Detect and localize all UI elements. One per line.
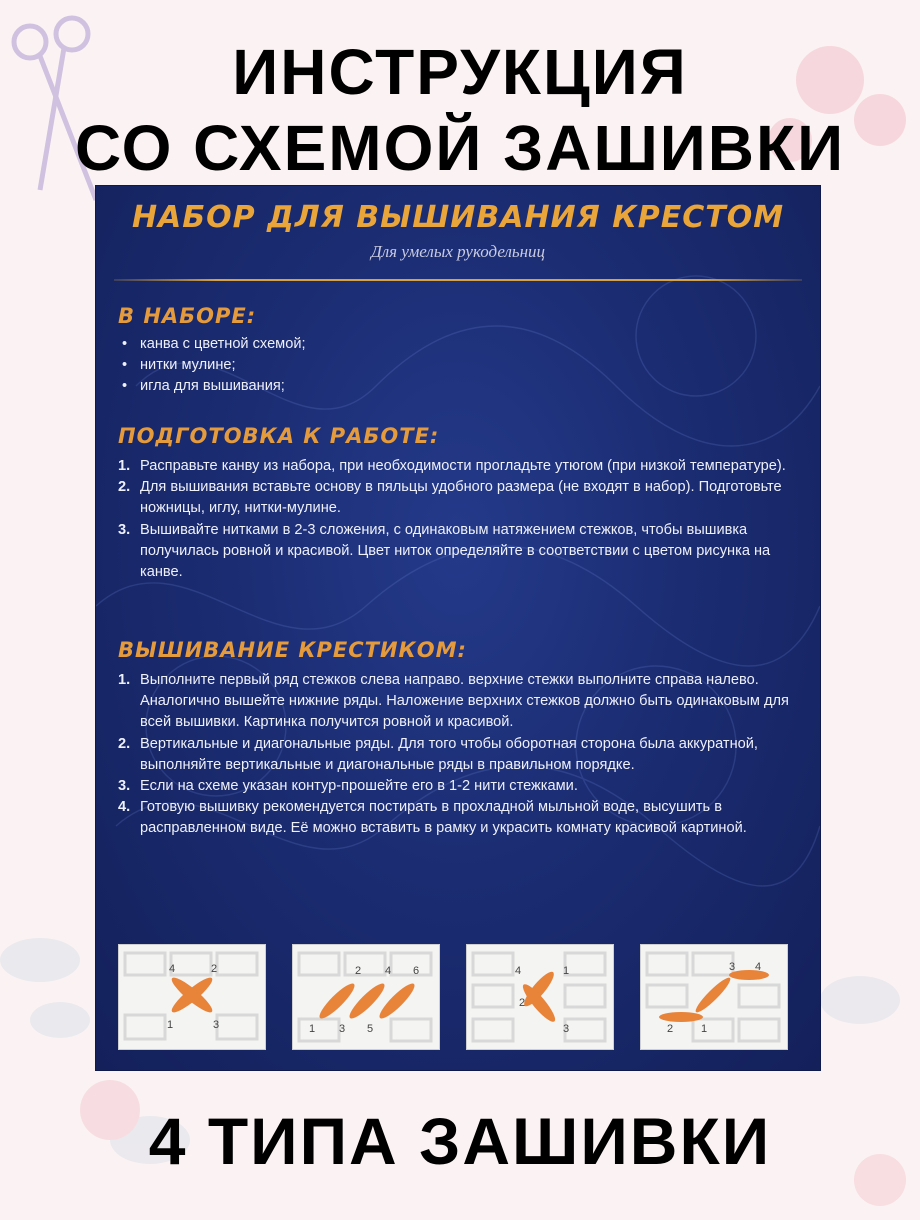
kit-contents-title: В НАБОРЕ: <box>118 304 257 328</box>
list-item: 3. Если на схеме указан контур-прошейте его в 1-2 нити стежками. <box>118 778 578 795</box>
list-item: • игла для вышивания; <box>118 376 798 397</box>
stitch-diagram-vertical: 4 1 2 3 <box>466 944 614 1050</box>
list-item: • канва с цветной схемой; <box>118 334 798 355</box>
preparation-title: ПОДГОТОВКА К РАБОТЕ: <box>118 424 440 448</box>
cross-stitch-list <box>118 670 798 840</box>
stitch-diagram-contour: 3 4 2 1 <box>640 944 788 1050</box>
heading-line-1: ИНСТРУКЦИЯ <box>232 36 688 108</box>
kit-subtitle: Для умелых рукодельниц <box>370 242 546 261</box>
stitch-types-caption: 4 ТИПА ЗАШИВКИ <box>148 1104 772 1178</box>
cross-stitch-title: ВЫШИВАНИЕ КРЕСТИКОМ: <box>118 638 467 662</box>
page-heading <box>0 36 920 192</box>
list-item: 1. Расправьте канву из набора, при необходимости прогладьте утюгом (при низкой температуре). <box>118 458 786 474</box>
kit-contents-list <box>118 334 798 398</box>
list-item: 2. Для вышивания вставьте основу в пяльцы удобного размера (не входят в набор). Подготовьте ножницы, иглу, нитки-мулине. <box>118 479 782 517</box>
stitch-diagram-cross: 4 2 1 3 <box>118 944 266 1050</box>
list-item: 4. Готовую вышивку рекомендуется постирать в прохладной мыльной воде, высушить в расправленном виде. Её можно вставить в рамку и украсить комнату красивой картиной. <box>118 799 747 837</box>
instruction-card <box>96 186 820 1070</box>
list-item: 2. Вертикальные и диагональные ряды. Для того чтобы оборотная сторона была аккуратной, выполняйте вертикальные и диагональные ряды в правильном порядке. <box>118 735 758 773</box>
kit-title: НАБОР ДЛЯ ВЫШИВАНИЯ КРЕСТОМ <box>131 200 785 235</box>
heading-line-2: СО СХЕМОЙ ЗАШИВКИ <box>74 112 846 184</box>
divider <box>114 279 802 281</box>
list-item: • нитки мулине; <box>118 355 798 376</box>
preparation-list <box>118 456 798 583</box>
list-item: 1. Выполните первый ряд стежков слева направо. верхние стежки выполните справа налево. Аналогично вышейте нижние ряды. Наложение верхних стежков должно быть одинаковым для всей вышивки. Картинка получится ровной и красивой. <box>118 672 789 731</box>
list-item: 3. Вышивайте нитками в 2-3 сложения, с одинаковым натяжением стежков, чтобы вышивка получилась ровной и красивой. Цвет ниток определяйте в соответствии с цветом рисунка на канве. <box>118 521 771 581</box>
stitch-diagram-row: 2 4 6 1 3 5 <box>292 944 440 1050</box>
